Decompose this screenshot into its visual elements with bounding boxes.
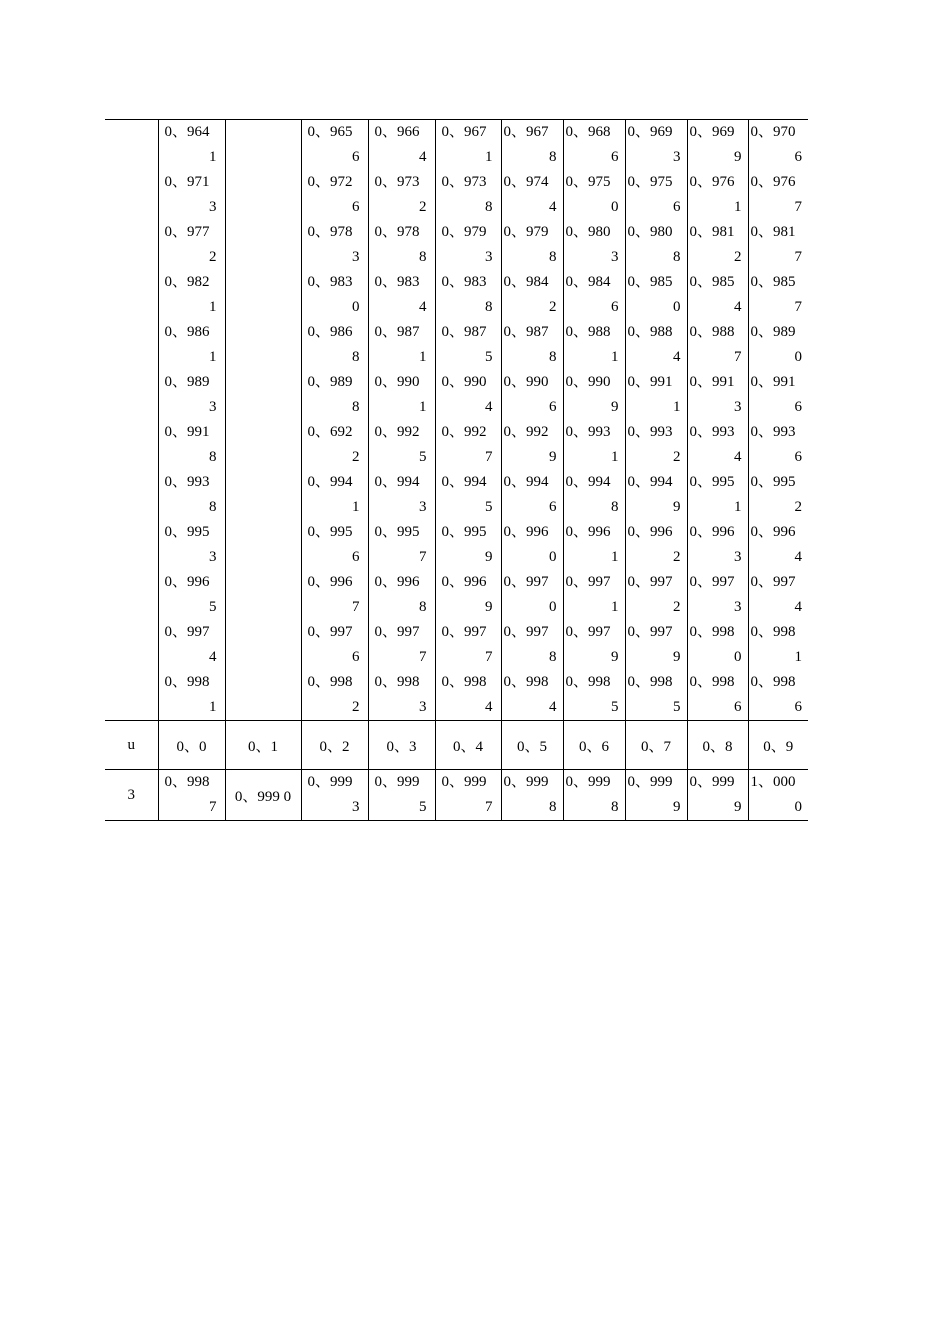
cell-text-lower: 2	[673, 549, 681, 565]
cell-text-upper: 0、996	[374, 574, 420, 590]
cell-text-upper: 0、692	[307, 424, 353, 440]
cell-text-lower: 4	[209, 649, 217, 665]
col-0-6-values	[563, 120, 625, 721]
cell-text-lower: 5	[419, 799, 427, 815]
cell-text-upper: 0、991	[689, 374, 735, 390]
cell-text-lower: 5	[673, 699, 681, 715]
cell-3-0-3	[368, 770, 435, 821]
cell-text-upper: 0、973	[374, 174, 420, 190]
cell-text-lower: 4	[549, 699, 557, 715]
cell-text-lower: 1	[419, 349, 427, 365]
cell-text-lower: 7	[209, 799, 217, 815]
cell-text-lower: 4	[794, 599, 802, 615]
cell-text-lower: 3	[673, 149, 681, 165]
cell-text-lower: 9	[734, 799, 742, 815]
cell-text-upper: 0、994	[627, 474, 673, 490]
cell-text-lower: 8	[549, 349, 557, 365]
cell-text-upper: 0、964	[164, 124, 210, 140]
cell-text-upper: 0、975	[565, 174, 611, 190]
cell-text-upper: 0、999	[441, 774, 487, 790]
value-stack	[159, 120, 225, 720]
cell-text-lower: 5	[209, 599, 217, 615]
cell-text-lower: 1	[419, 399, 427, 415]
cell-text-lower: 1	[611, 349, 619, 365]
cell-text-upper: 0、996	[750, 524, 796, 540]
cell-text-lower: 5	[419, 449, 427, 465]
cell-text-upper: 0、969	[627, 124, 673, 140]
cell-text-lower: 6	[352, 649, 360, 665]
cell-text-lower: 0	[734, 649, 742, 665]
cell-3-0-5	[501, 770, 563, 821]
cell-text-upper: 0、989	[750, 324, 796, 340]
cell-text-lower: 8	[352, 399, 360, 415]
cell-text-lower: 4	[549, 199, 557, 215]
cell-text-upper: 0、997	[689, 574, 735, 590]
cell-text-upper: 0、995	[164, 524, 210, 540]
cell-text-lower: 3	[209, 549, 217, 565]
cell-text-upper: 0、981	[750, 224, 796, 240]
cell-text-lower: 4	[734, 299, 742, 315]
cell-text-upper: 0、969	[689, 124, 735, 140]
cell-text-upper: 0、988	[627, 324, 673, 340]
cell-text-upper: 0、993	[689, 424, 735, 440]
cell-text-upper: 0、981	[689, 224, 735, 240]
value-stack	[564, 120, 625, 720]
cell-text-lower: 8	[209, 499, 217, 515]
cell-text-lower: 6	[549, 399, 557, 415]
cell-text-lower: 6	[734, 699, 742, 715]
cell-text-upper: 0、988	[565, 324, 611, 340]
cell-text-lower: 8	[611, 799, 619, 815]
cell-text-upper: 0、990	[503, 374, 549, 390]
cell-text-upper: 0、992	[441, 424, 487, 440]
col-0-9-values	[748, 120, 808, 721]
cell-text-upper: 0、985	[627, 274, 673, 290]
cell-text-upper: 0、997	[441, 624, 487, 640]
cell-text-upper: 0、997	[627, 574, 673, 590]
cell-text-lower: 4	[485, 699, 493, 715]
header-col-0-6: 0、6	[563, 721, 625, 770]
cell-3-0-6	[563, 770, 625, 821]
col-0-1-values-empty	[225, 120, 301, 721]
cell-text-lower: 6	[794, 699, 802, 715]
cell-text-lower: 2	[734, 249, 742, 265]
cell-text-lower: 9	[485, 549, 493, 565]
value-stack	[369, 120, 435, 720]
cell-text-lower: 3	[734, 549, 742, 565]
cell-text-lower: 0	[673, 299, 681, 315]
cell-text-lower: 7	[419, 549, 427, 565]
value-stack	[688, 120, 748, 720]
header-col-0-5: 0、5	[501, 721, 563, 770]
cell-text-upper: 0、996	[307, 574, 353, 590]
cell-text-lower: 0	[352, 299, 360, 315]
cell-text-upper: 0、998	[689, 674, 735, 690]
cell-text-upper: 0、998	[750, 674, 796, 690]
col-0-3-values	[368, 120, 435, 721]
cell-text-lower: 9	[549, 449, 557, 465]
cell-text-upper: 0、996	[164, 574, 210, 590]
cell-text-upper: 0、995	[689, 474, 735, 490]
cell-text-upper: 0、998	[164, 774, 210, 790]
col-0-2-values	[301, 120, 368, 721]
cell-text-lower: 4	[419, 149, 427, 165]
cell-text-upper: 0、998	[441, 674, 487, 690]
cell-text-lower: 9	[673, 649, 681, 665]
cell-text-lower: 9	[673, 499, 681, 515]
cell-text-upper: 0、998	[164, 674, 210, 690]
cell-text-lower: 6	[352, 549, 360, 565]
cell-text-lower: 1	[352, 499, 360, 515]
cell-text-upper: 0、983	[374, 274, 420, 290]
cell-text-upper: 0、993	[164, 474, 210, 490]
value-stack	[502, 120, 563, 720]
cell-text-upper: 0、997	[627, 624, 673, 640]
cell-3-0-1: 0、999 0	[225, 770, 301, 821]
cell-text-upper: 0、999	[503, 774, 549, 790]
cell-text-upper: 0、979	[503, 224, 549, 240]
cell-text-upper: 0、997	[565, 574, 611, 590]
cell-text-upper: 0、975	[627, 174, 673, 190]
cell-text-upper: 0、971	[164, 174, 210, 190]
col-0-0-values	[158, 120, 225, 721]
cell-text-lower: 7	[485, 799, 493, 815]
cell-3-0-8	[687, 770, 748, 821]
cell-text-lower: 0	[549, 549, 557, 565]
normal-distribution-table	[105, 119, 808, 821]
cell-text-lower: 6	[352, 199, 360, 215]
cell-text-upper: 0、995	[374, 524, 420, 540]
cell-text-lower: 4	[419, 299, 427, 315]
cell-text-upper: 0、990	[565, 374, 611, 390]
cell-text-lower: 4	[673, 349, 681, 365]
cell-text-upper: 0、997	[503, 574, 549, 590]
cell-text-lower: 8	[673, 249, 681, 265]
cell-text-lower: 2	[209, 249, 217, 265]
cell-text-lower: 6	[794, 449, 802, 465]
cell-text-upper: 0、979	[441, 224, 487, 240]
cell-text-upper: 0、994	[307, 474, 353, 490]
cell-text-lower: 0	[794, 349, 802, 365]
cell-text-upper: 0、991	[627, 374, 673, 390]
cell-text-upper: 0、976	[750, 174, 796, 190]
cell-text-lower: 3	[352, 249, 360, 265]
cell-text-upper: 0、998	[374, 674, 420, 690]
col-0-5-values	[501, 120, 563, 721]
cell-text-lower: 3	[485, 249, 493, 265]
cell-text-upper: 0、982	[164, 274, 210, 290]
cell-text-lower: 1	[734, 199, 742, 215]
cell-text-lower: 7	[485, 649, 493, 665]
cell-text-upper: 0、994	[374, 474, 420, 490]
cell-text-lower: 2	[794, 499, 802, 515]
cell-text-upper: 0、996	[565, 524, 611, 540]
col-0-7-values	[625, 120, 687, 721]
cell-text-lower: 1	[611, 599, 619, 615]
cell-text-upper: 0、974	[503, 174, 549, 190]
cell-text-upper: 0、996	[689, 524, 735, 540]
cell-text-upper: 0、995	[441, 524, 487, 540]
cell-text-upper: 0、994	[565, 474, 611, 490]
cell-text-upper: 0、967	[503, 124, 549, 140]
cell-text-upper: 0、992	[503, 424, 549, 440]
cell-text-lower: 7	[734, 349, 742, 365]
value-stack	[436, 120, 501, 720]
cell-text-upper: 0、999	[689, 774, 735, 790]
cell-text-upper: 0、976	[689, 174, 735, 190]
cell-text-upper: 0、996	[503, 524, 549, 540]
cell-text-lower: 3	[734, 399, 742, 415]
cell-3-0-0	[158, 770, 225, 821]
cell-text-lower: 8	[352, 349, 360, 365]
cell-text-lower: 7	[794, 249, 802, 265]
cell-text-lower: 1	[209, 699, 217, 715]
cell-text-lower: 4	[485, 399, 493, 415]
cell-text-upper: 0、972	[307, 174, 353, 190]
cell-text-lower: 2	[352, 699, 360, 715]
cell-text-lower: 3	[611, 249, 619, 265]
cell-text-lower: 5	[485, 349, 493, 365]
cell-text-upper: 0、987	[441, 324, 487, 340]
header-col-0-0: 0、0	[158, 721, 225, 770]
cell-text-upper: 0、984	[503, 274, 549, 290]
cell-text-lower: 1	[673, 399, 681, 415]
cell-text-upper: 0、977	[164, 224, 210, 240]
cell-text-lower: 2	[549, 299, 557, 315]
cell-text-lower: 9	[611, 649, 619, 665]
cell-text-lower: 6	[611, 149, 619, 165]
upper-data-block	[105, 120, 808, 721]
cell-3-0-7	[625, 770, 687, 821]
cell-text-upper: 0、998	[503, 674, 549, 690]
header-col-0-7: 0、7	[625, 721, 687, 770]
cell-text-lower: 2	[352, 449, 360, 465]
value-stack	[302, 120, 368, 720]
cell-text-lower: 5	[485, 499, 493, 515]
cell-text-upper: 0、996	[441, 574, 487, 590]
cell-text-lower: 6	[794, 149, 802, 165]
cell-text-lower: 8	[549, 149, 557, 165]
cell-text-lower: 8	[549, 799, 557, 815]
cell-text-upper: 0、978	[374, 224, 420, 240]
row-3	[105, 770, 808, 821]
cell-text-lower: 8	[549, 649, 557, 665]
cell-text-lower: 1	[485, 149, 493, 165]
cell-text-upper: 0、973	[441, 174, 487, 190]
cell-text-lower: 8	[485, 199, 493, 215]
cell-text-upper: 0、980	[627, 224, 673, 240]
cell-text-lower: 6	[611, 299, 619, 315]
cell-text-lower: 6	[352, 149, 360, 165]
cell-text-lower: 2	[419, 199, 427, 215]
cell-text-upper: 0、990	[374, 374, 420, 390]
row-label-3: 3	[105, 770, 158, 821]
cell-text-lower: 1	[611, 449, 619, 465]
cell-text-lower: 6	[549, 499, 557, 515]
cell-text-lower: 1	[209, 149, 217, 165]
cell-3-0-4	[435, 770, 501, 821]
cell-text-upper: 0、993	[627, 424, 673, 440]
cell-text-lower: 3	[209, 199, 217, 215]
cell-text-lower: 8	[485, 299, 493, 315]
row-label-empty	[105, 120, 158, 721]
header-row	[105, 721, 808, 770]
cell-text-upper: 0、987	[503, 324, 549, 340]
cell-text-lower: 1	[209, 299, 217, 315]
cell-text-upper: 0、989	[164, 374, 210, 390]
cell-text-upper: 0、966	[374, 124, 420, 140]
cell-text-upper: 0、995	[307, 524, 353, 540]
cell-text-lower: 2	[673, 599, 681, 615]
cell-text-lower: 8	[549, 249, 557, 265]
cell-text-lower: 8	[209, 449, 217, 465]
cell-text-upper: 1、000	[750, 774, 796, 790]
cell-text-lower: 0	[611, 199, 619, 215]
value-stack	[626, 120, 687, 720]
cell-text-upper: 0、991	[750, 374, 796, 390]
header-col-0-1: 0、1	[225, 721, 301, 770]
cell-text-lower: 8	[419, 599, 427, 615]
cell-text-upper: 0、983	[307, 274, 353, 290]
cell-text-lower: 9	[673, 799, 681, 815]
cell-text-upper: 0、970	[750, 124, 796, 140]
cell-3-0-2	[301, 770, 368, 821]
cell-text-lower: 0	[549, 599, 557, 615]
cell-text-upper: 0、983	[441, 274, 487, 290]
header-col-0-3: 0、3	[368, 721, 435, 770]
cell-3-0-9	[748, 770, 808, 821]
cell-text-upper: 0、991	[164, 424, 210, 440]
cell-text-lower: 5	[611, 699, 619, 715]
cell-text-lower: 3	[734, 599, 742, 615]
cell-text-upper: 0、997	[164, 624, 210, 640]
cell-text-upper: 0、998	[565, 674, 611, 690]
cell-text-upper: 0、993	[565, 424, 611, 440]
cell-text-upper: 0、999	[374, 774, 420, 790]
cell-text-lower: 3	[419, 699, 427, 715]
value-stack	[749, 120, 809, 720]
header-col-0-2: 0、2	[301, 721, 368, 770]
cell-text-upper: 0、993	[750, 424, 796, 440]
cell-text-lower: 7	[794, 199, 802, 215]
cell-text-upper: 0、985	[689, 274, 735, 290]
cell-text-lower: 9	[611, 399, 619, 415]
cell-text-upper: 0、997	[565, 624, 611, 640]
cell-text-lower: 9	[734, 149, 742, 165]
cell-text-upper: 0、967	[441, 124, 487, 140]
cell-text-upper: 0、996	[627, 524, 673, 540]
cell-text-lower: 4	[794, 549, 802, 565]
cell-text-upper: 0、998	[307, 674, 353, 690]
cell-text-upper: 0、999	[627, 774, 673, 790]
cell-text-upper: 0、994	[503, 474, 549, 490]
cell-text-upper: 0、965	[307, 124, 353, 140]
cell-text-upper: 0、997	[503, 624, 549, 640]
cell-text-lower: 8	[611, 499, 619, 515]
header-col-0-4: 0、4	[435, 721, 501, 770]
cell-text-lower: 6	[794, 399, 802, 415]
header-u: u	[105, 721, 158, 770]
cell-text-upper: 0、997	[374, 624, 420, 640]
cell-text-upper: 0、985	[750, 274, 796, 290]
cell-text-upper: 0、980	[565, 224, 611, 240]
cell-text-lower: 1	[794, 649, 802, 665]
cell-text-upper: 0、998	[627, 674, 673, 690]
cell-text-upper: 0、987	[374, 324, 420, 340]
header-col-0-8: 0、8	[687, 721, 748, 770]
cell-text-upper: 0、968	[565, 124, 611, 140]
cell-text-upper: 0、990	[441, 374, 487, 390]
cell-text-upper: 0、986	[307, 324, 353, 340]
cell-text-lower: 7	[485, 449, 493, 465]
col-0-8-values	[687, 120, 748, 721]
cell-text-upper: 0、997	[750, 574, 796, 590]
cell-text-upper: 0、998	[750, 624, 796, 640]
cell-text-upper: 0、994	[441, 474, 487, 490]
header-col-0-9: 0、9	[748, 721, 808, 770]
cell-text-lower: 1	[611, 549, 619, 565]
cell-text-upper: 0、989	[307, 374, 353, 390]
cell-text-lower: 4	[734, 449, 742, 465]
cell-text-upper: 0、988	[689, 324, 735, 340]
cell-text-upper: 0、998	[689, 624, 735, 640]
cell-text-upper: 0、978	[307, 224, 353, 240]
cell-text-upper: 0、986	[164, 324, 210, 340]
cell-text-lower: 7	[352, 599, 360, 615]
cell-text-lower: 1	[734, 499, 742, 515]
cell-text-upper: 0、997	[307, 624, 353, 640]
cell-text-lower: 9	[485, 599, 493, 615]
cell-text-lower: 8	[419, 249, 427, 265]
cell-text-lower: 0	[794, 799, 802, 815]
col-0-4-values	[435, 120, 501, 721]
probability-table-container	[105, 119, 808, 821]
cell-text-upper: 0、995	[750, 474, 796, 490]
cell-text-lower: 2	[673, 449, 681, 465]
cell-text-lower: 3	[352, 799, 360, 815]
cell-text-lower: 7	[794, 299, 802, 315]
cell-text-lower: 3	[419, 499, 427, 515]
cell-text-lower: 6	[673, 199, 681, 215]
cell-text-upper: 0、999	[565, 774, 611, 790]
cell-text-lower: 7	[419, 649, 427, 665]
cell-text-upper: 0、992	[374, 424, 420, 440]
cell-text-upper: 0、984	[565, 274, 611, 290]
cell-text-upper: 0、999	[307, 774, 353, 790]
cell-text-lower: 1	[209, 349, 217, 365]
cell-text-lower: 3	[209, 399, 217, 415]
